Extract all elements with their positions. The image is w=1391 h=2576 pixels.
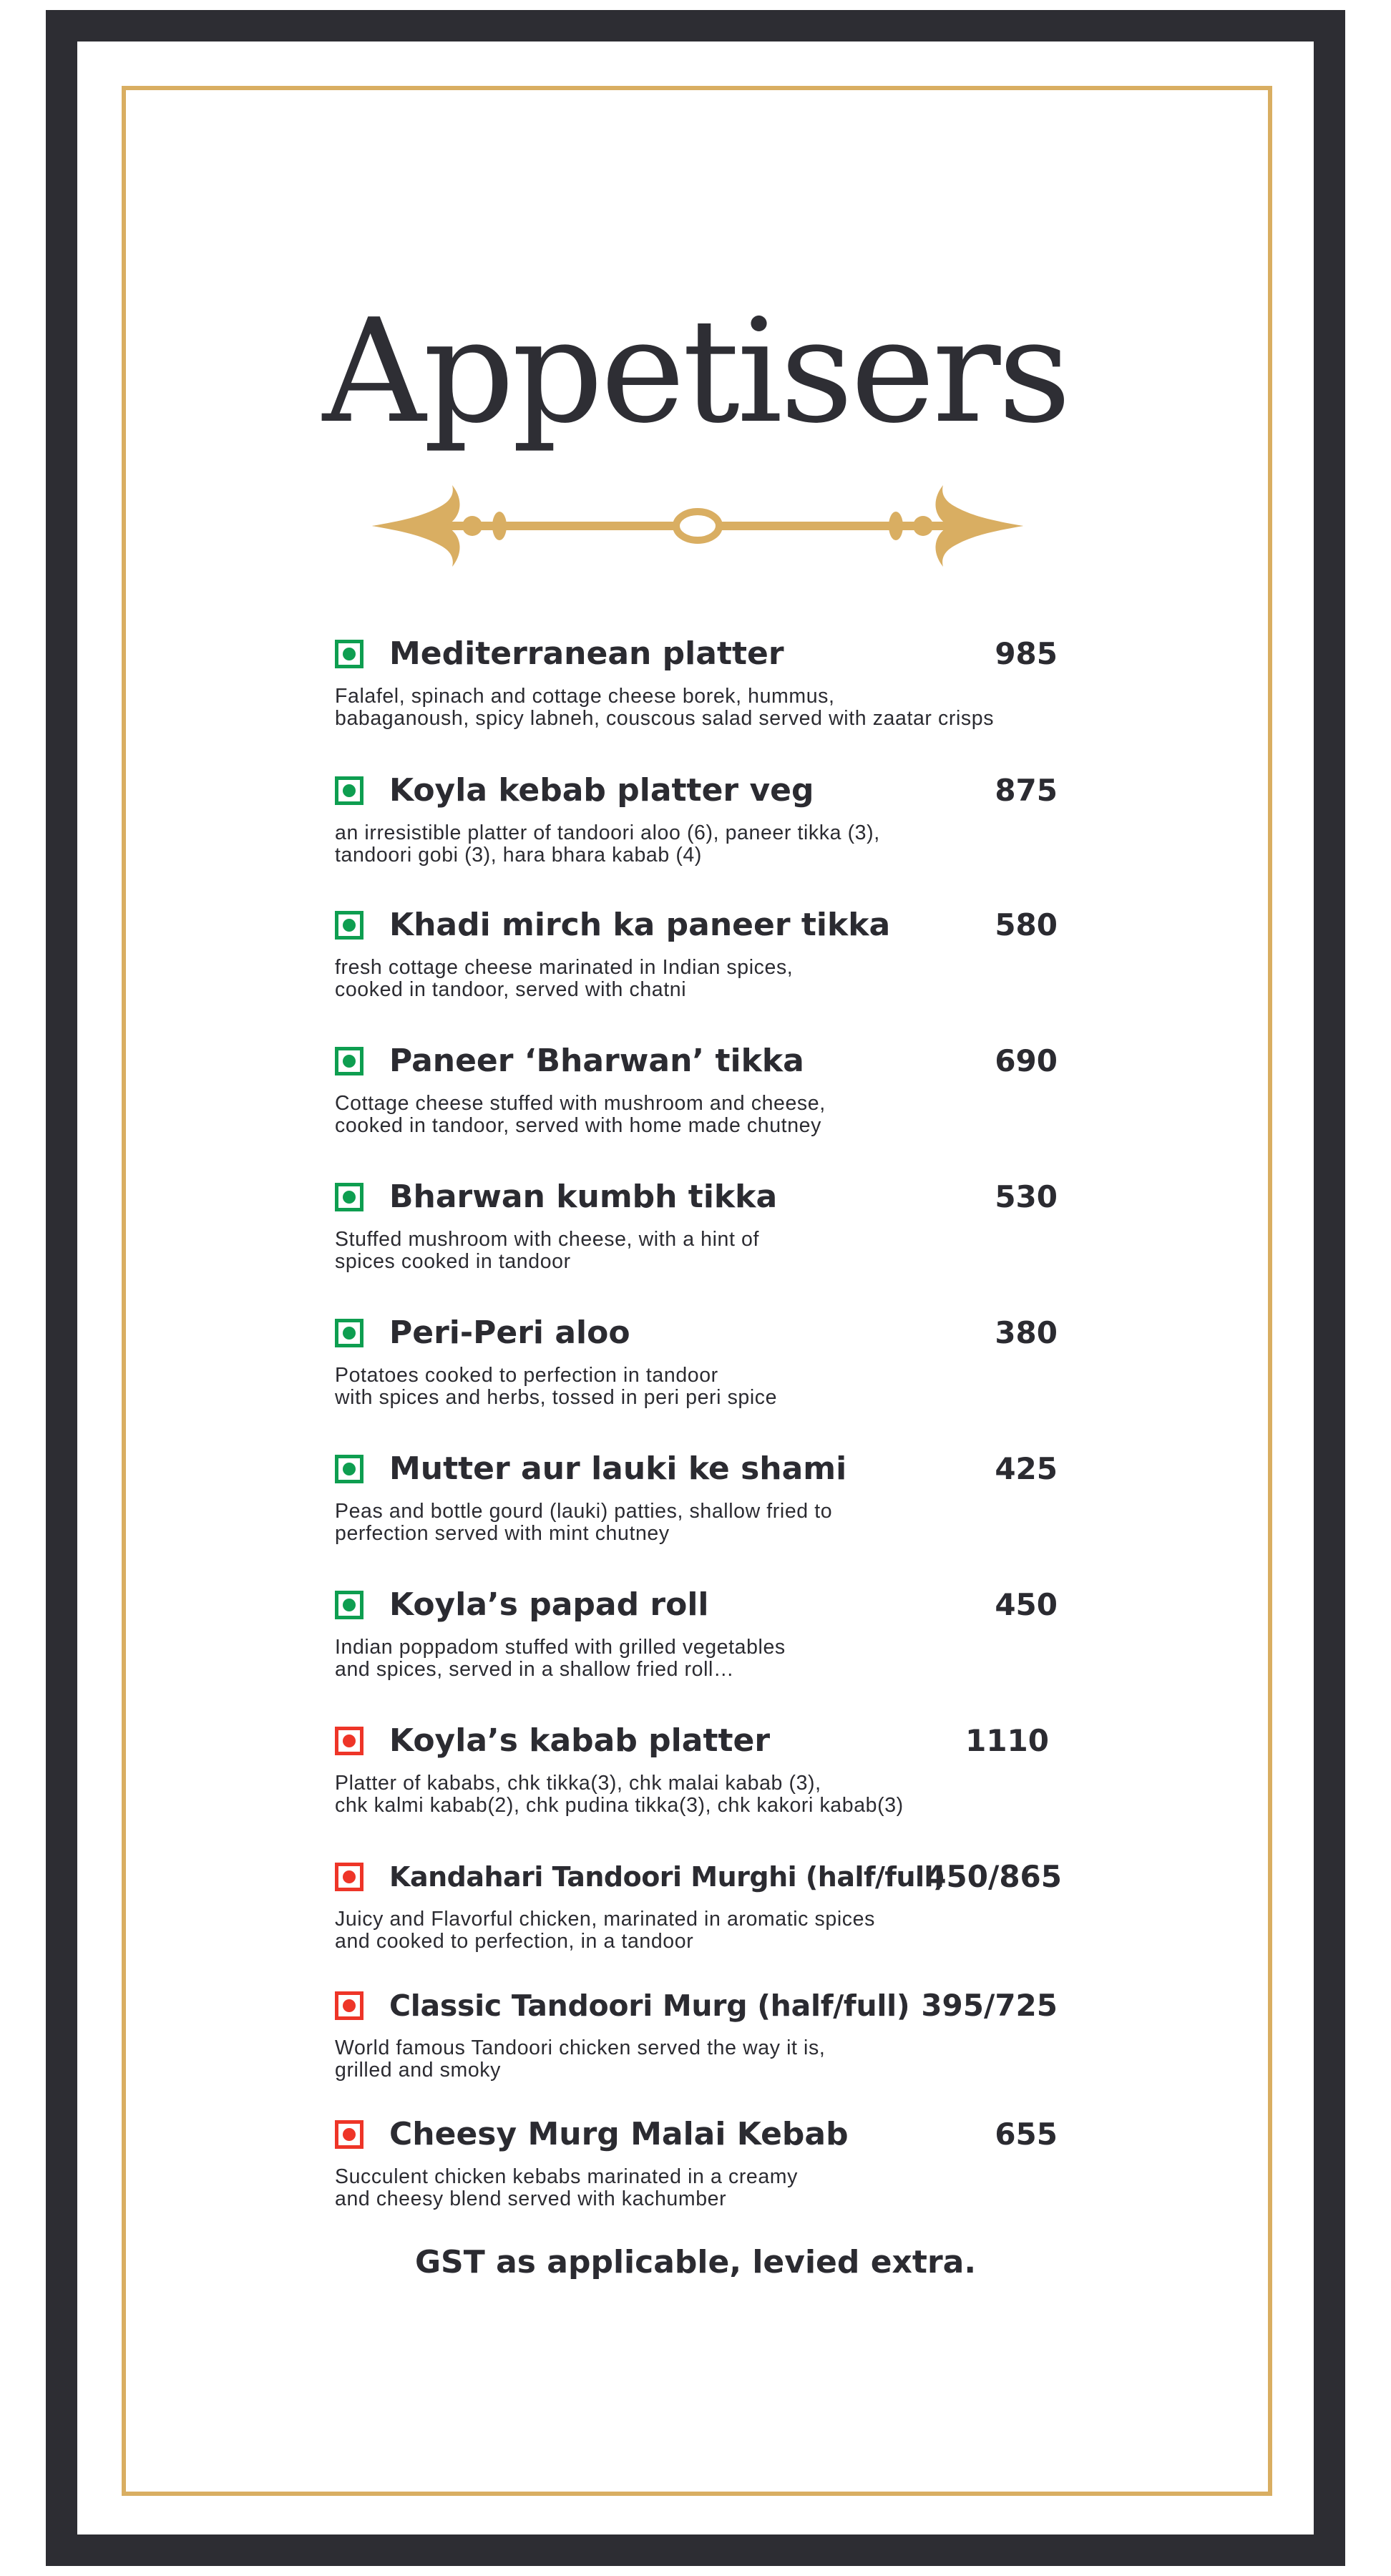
item-name: Mediterranean platter [389,635,784,672]
item-name: Koyla’s kabab platter [389,1722,771,1759]
item-name: Classic Tandoori Murg (half/full) [389,1989,910,2023]
item-description: Stuffed mushroom with cheese, with a hint of spices cooked in tandoor [335,1228,760,1273]
item-name: Peri-Peri aloo [389,1314,630,1351]
veg-indicator-icon [335,776,363,805]
item-name: Bharwan kumbh tikka [389,1179,778,1215]
item-price: 1110 [965,1723,1049,1758]
item-description: Juicy and Flavorful chicken, marinated in aromatic spices and cooked to perfection, in a tandoor [335,1908,875,1953]
item-description: Indian poppadom stuffed with grilled vegetables and spices, served in a shallow fried roll… [335,1636,786,1681]
menu-item [335,1313,1065,1435]
item-description: Falafel, spinach and cottage cheese borek, hummus, babaganoush, spicy labneh, couscous salad served with zaatar crisps [335,685,995,730]
menu-title: Appetisers [322,288,1069,455]
gold-flourish-divider-icon [372,479,1023,572]
item-description: an irresistible platter of tandoori aloo (6), paneer tikka (3), tandoori gobi (3), hara bhara kabab (4) [335,821,880,867]
item-price: 450/865 [925,1859,1062,1894]
item-price: 530 [995,1179,1058,1214]
item-description: World famous Tandoori chicken served the way it is, grilled and smoky [335,2036,826,2082]
menu-item [335,905,1065,1027]
veg-indicator-icon [335,1047,363,1075]
menu-item [335,1041,1065,1163]
item-price: 580 [995,907,1058,942]
item-description: Peas and bottle gourd (lauki) patties, shallow fried to perfection served with mint chutney [335,1500,833,1545]
menu-item [335,1721,1065,1843]
item-name: Koyla kebab platter veg [389,772,814,809]
menu-item [335,1857,1065,1979]
veg-indicator-icon [335,640,363,668]
menu-item [335,1177,1065,1299]
item-name: Paneer ‘Bharwan’ tikka [389,1043,804,1079]
item-price: 655 [995,2117,1058,2152]
menu-item [335,1585,1065,1707]
item-price: 450 [995,1587,1058,1622]
item-name: Kandahari Tandoori Murghi (half/full) [389,1861,945,1893]
item-description: Cottage cheese stuffed with mushroom and cheese, cooked in tandoor, served with home made chutney [335,1092,826,1137]
non-veg-indicator-icon [335,1991,363,2020]
item-price: 425 [995,1451,1058,1486]
item-description: Platter of kababs, chk tikka(3), chk malai kabab (3), chk kalmi kabab(2), chk pudina tikka(3), chk kakori kabab(3) [335,1772,904,1817]
gst-note: GST as applicable, levied extra. [414,2244,977,2280]
item-price: 395/725 [921,1988,1058,2023]
veg-indicator-icon [335,1591,363,1619]
non-veg-indicator-icon [335,1727,363,1755]
item-price: 985 [995,636,1058,671]
veg-indicator-icon [335,1319,363,1347]
menu-item [335,1449,1065,1571]
item-description: Potatoes cooked to perfection in tandoor with spices and herbs, tossed in peri peri spice [335,1364,778,1409]
item-price: 875 [995,773,1058,808]
menu-item [335,1986,1065,2107]
item-description: Succulent chicken kebabs marinated in a creamy and cheesy blend served with kachumber [335,2165,799,2210]
non-veg-indicator-icon [335,1863,363,1891]
non-veg-indicator-icon [335,2120,363,2149]
item-name: Cheesy Murg Malai Kebab [389,2116,849,2152]
item-price: 690 [995,1043,1058,1078]
menu-item [335,2114,1065,2236]
item-name: Khadi mirch ka paneer tikka [389,907,891,943]
menu-item [335,634,1065,756]
item-description: fresh cottage cheese marinated in Indian spices, cooked in tandoor, served with chatni [335,956,794,1001]
item-name: Mutter aur lauki ke shami [389,1450,847,1487]
item-name: Koyla’s papad roll [389,1586,709,1623]
menu-item [335,771,1065,892]
item-price: 380 [995,1315,1058,1350]
veg-indicator-icon [335,1455,363,1483]
veg-indicator-icon [335,1183,363,1211]
veg-indicator-icon [335,911,363,940]
